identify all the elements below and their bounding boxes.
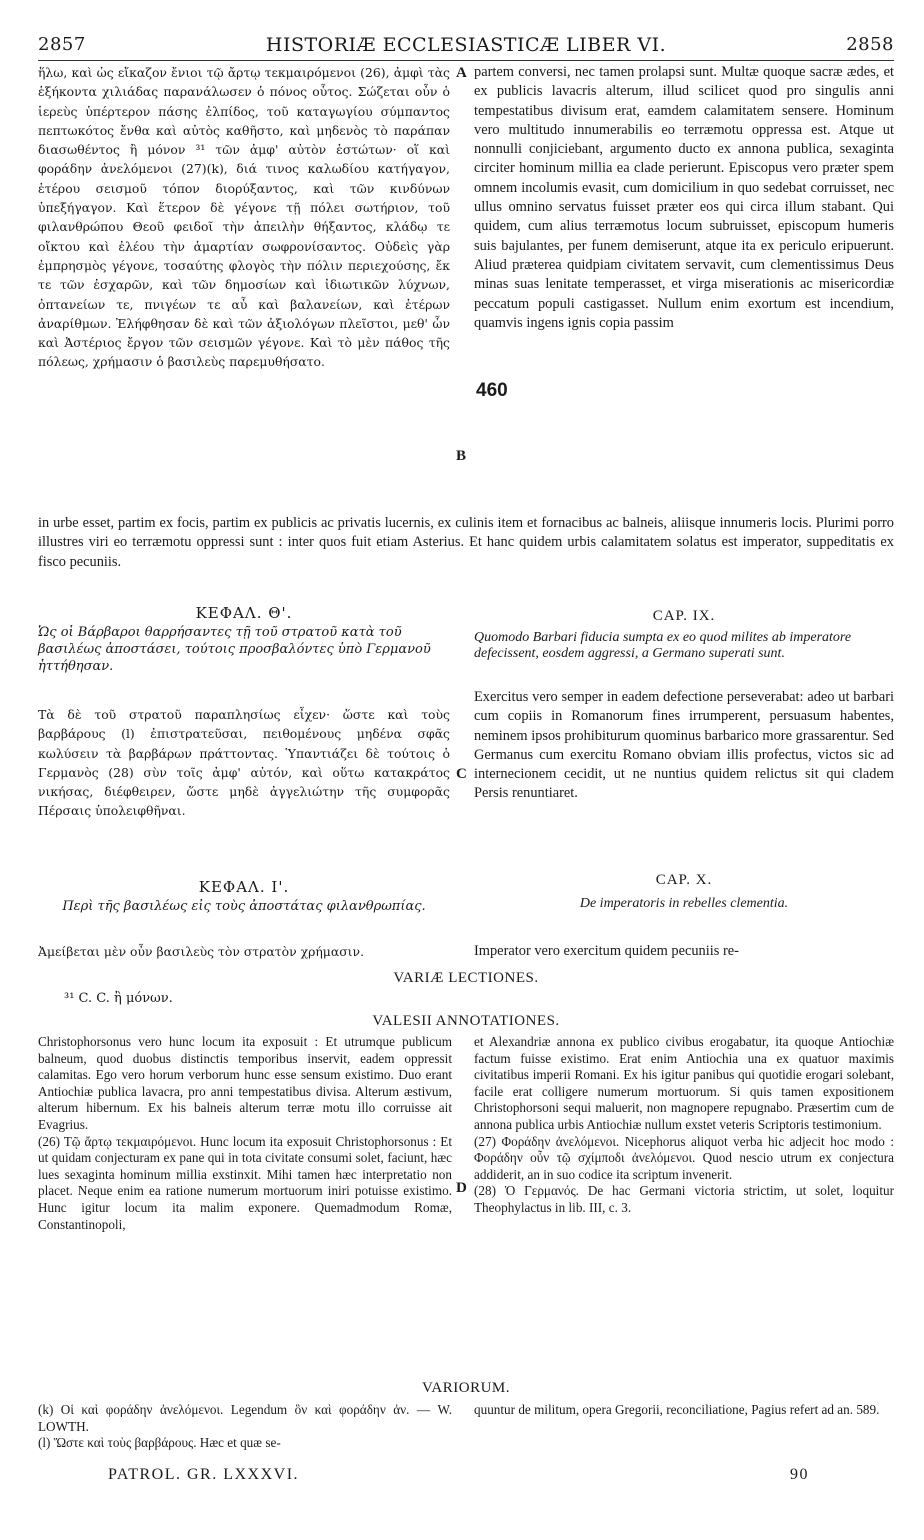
greek-chapter-10-heading: ΚΕΦΑΛ. Ι'. bbox=[198, 878, 290, 896]
margin-marker-b: B bbox=[456, 448, 467, 464]
variae-lectiones-note-block bbox=[64, 990, 444, 1010]
greek-text-top: ἥλω, καὶ ὡς εἴκαζον ἔνιοι τῷ ἄρτῳ τεκμαιρόμενοι (26), ἀμφὶ τὰς ἑξήκοντα χιλιάδας παρανάλωσεν ὁ πόνος οὗτος. Σώζεται οὖν ὁ ἱερεὺς ὑπέρτερον πάσης ἐλπίδος, τοῦ καταγωγίου σύμπαντος πεπτωκότος ἔνθα καὶ αὐτὸς καθῆστο, καὶ μηδενὸς τὸ παράπαν διασωθέντος ἢ μόνον ³¹ τῶν ἀμφ' αὐτὸν ἑστώτων· οἵ καὶ φοράδην ἀνελόμενοι (27)(k), διά τινος καλωδίου κατήγαγον, ἑτέρου σεισμοῦ τόπον διορύξαντος, καὶ τῶν κινδύνων ὑπεξήγαγον. Καὶ ἕτερον δὲ γέγονε τῇ πόλει σωτήριον, τοῦ φιλανθρώπου Θεοῦ φειδοῖ τὴν ἀπειλὴν θήξαντος, κλάδῳ τε οἴκτου καὶ ἐλέου τὴν ἁμαρτίαν σωφρονίσαντος. Οὐδεὶς γὰρ ἐμπρησμὸς γέγονε, τοσαύτης φλογὸς τὴν πόλιν περιεχούσης, ἔκ τε τῶν ἐσχαρῶν, καὶ τῶν δημοσίων καὶ ἰδιωτικῶν λύχνων, ὀπτανείων τε, πνιγέων τε αὖ καὶ βαλανείων, καὶ ἑτέρων ἀναρίθμων. Ἐλήφθησαν δὲ καὶ τῶν ἀξιολόγων πλεῖστοι, μεθ' ὧν καὶ Ἀστέριος ἔργον τῶν σεισμῶν γέγονε. Καὶ τὸ μὲν πάθος τῆς πόλεως, χρήμασιν ὁ βασιλεὺς παρεμυθήσατο. bbox=[38, 65, 450, 370]
latin-chapter-9-text-block bbox=[474, 688, 894, 866]
full-width-paragraph bbox=[38, 514, 894, 594]
greek-chapter-9-text-block bbox=[38, 705, 450, 840]
latin-chapter-10-title: De imperatoris in rebelles clementia. bbox=[579, 896, 789, 911]
latin-chapter-10-text: Imperator vero exercitum quidem pecuniis re- bbox=[474, 943, 739, 959]
valesii-left-note: Christophorsonus vero hunc locum ita exposuit : Et utrumque publicum balneum, quod duobus distinctis temporibus inservit, eadem oppressit calamitas. Ego vero horum verborum hunc esse sensum existimo. Duo erant Antiochiæ publica lavacra, pro anni tempestatibus divisa. Alterum æstivum, alterum hibernum. Ex his balneis alterum terræ motu illo corruisse ait Evagrius. bbox=[38, 1034, 452, 1132]
latin-chapter-9-heading: CAP. IX. bbox=[652, 608, 716, 624]
running-header bbox=[38, 30, 894, 61]
valesii-right-note: (27) Φοράδην ἀνελόμενοι. Nicephorus aliquot verba hic adjecit hoc modo : Φοράδην οὖν τῷ σχίμποδι ἀνελόμενοι. Quod nescio utrum ex conjectura addiderit, an in suo codice ita scriptum invenerit. bbox=[474, 1133, 894, 1182]
margin-marker-d: D bbox=[456, 1180, 467, 1196]
variorum-left-note: (k) Οἱ καὶ φοράδην ἀνελόμενοι. Legendum ὃν καὶ φοράδην ἀν. — W. LOWTH. bbox=[38, 1402, 452, 1434]
greek-chapter-10-text-block bbox=[38, 942, 450, 964]
latin-chapter-9-title: Quomodo Barbari fiducia sumpta ex eo quod milites ab imperatore defecissent, eosdem aggressi, a Germano superati sunt. bbox=[474, 630, 852, 661]
variae-lectiones-note: ³¹ C. C. ἢ μόνων. bbox=[64, 991, 173, 1006]
latin-chapter-9-text: Exercitus vero semper in eadem defectione perseverabat: adeo ut barbari cum copiis in Romanorum fines irrumperent, persuasum habentes, neminem ipsos prohibiturum quominus barbarico more grassarentur. Sed Germanus cum exercitu Romano obviam illis profectus, victos sic ad internecionem cecidit, ut ne nuntius quidem relictus sit qui cladem Persis renuntiaret. bbox=[474, 689, 894, 802]
latin-column-top bbox=[474, 63, 894, 533]
page bbox=[38, 30, 894, 1520]
left-page-number: 2857 bbox=[38, 34, 86, 55]
margin-marker-a: A bbox=[456, 65, 467, 81]
greek-chapter-10-title: Περὶ τῆς βασιλέως εἰς τοὺς ἀποστάτας φιλανθρωπίας. bbox=[62, 899, 426, 914]
valesii-right-column bbox=[474, 1034, 894, 1372]
variorum-left-note: (l) Ὥστε καὶ τοὺς βαρβάρους. Hæc et quæ se- bbox=[38, 1435, 281, 1451]
variorum-right-column bbox=[474, 1402, 894, 1462]
footer-series-label: PATROL. GR. LXXXVI. bbox=[108, 1466, 300, 1483]
valesii-left-column bbox=[38, 1034, 452, 1372]
margin-marker-c: C bbox=[456, 766, 467, 782]
variae-lectiones-heading: VARIÆ LECTIONES. bbox=[393, 970, 539, 986]
variorum-right-note: quuntur de militum, opera Gregorii, reconciliatione, Pagius refert ad an. 589. bbox=[474, 1402, 880, 1417]
column-number: 460 bbox=[476, 380, 508, 401]
latin-text-top: partem conversi, nec tamen prolapsi sunt. Multæ quoque sacræ ædes, et ex publicis lavacris alterum, illud scilicet quod pro singulis anni tempestatibus divisum erat, eamdem calamitatem sensere. Hominum vero multitudo innumerabilis eo terræmotu oppressa est. Atque ut nonnulli conjiciebant, argumento ducto ex annona publica, sexaginta circiter hominum millia ea clade perierunt. Episcopus vero præter spem omnem incolumis evasit, cum domicilium in quo sedebat corruisset, nec ullus omnino servatus fuisset præter eos qui circa illum stabant. Qui quidem, cum alius terræmotus locum subruisset, episcopum humeris suis bajulantes, per funem demiserunt, atque ita ex periculo eripuerunt. Aliud præterea quidpiam civitatem servavit, cum clementissimus Deus minas suas lenitate temperasset, et virga miserationis ac misericordiæ peccatum populi castigasset. Nullum enim exortum est incendium, quamvis ingens ignis copia passim bbox=[474, 64, 894, 331]
running-title: HISTORIÆ ECCLESIASTICÆ LIBER VI. bbox=[265, 34, 667, 56]
right-page-number: 2858 bbox=[846, 34, 894, 55]
valesii-right-note: (28) Ὁ Γερμανός. De hac Germani victoria strictim, ut solet, loquitur Theophylactus in lib. III, c. 3. bbox=[474, 1183, 894, 1215]
footer-signature-number: 90 bbox=[790, 1466, 809, 1483]
greek-chapter-9-title: Ὡς οἱ Βάρβαροι θαρρήσαντες τῇ τοῦ στρατοῦ κατὰ τοῦ βασιλέως ἀποστάσει, τούτοις προσβαλόντες ὑπὸ Γερμανοῦ ἡττήθησαν. bbox=[38, 625, 431, 674]
greek-column-top bbox=[38, 63, 450, 533]
variorum-left-column bbox=[38, 1402, 452, 1462]
full-width-text: in urbe esset, partim ex focis, partim ex publicis ac privatis lucernis, ex culinis item et fornacibus ac balneis, aliisque innumeris locis. Plurimi porro illustres viri eo terræmotu oppressi sunt : inter quos fuit etiam Asterius. Et hanc quidem urbis calamitatem solatus est imperator, suppeditatis ex fisco pecuniis. bbox=[38, 515, 894, 570]
greek-chapter-10-text: Ἀμείβεται μὲν οὖν βασιλεὺς τὸν στρατὸν χρήμασιν. bbox=[38, 944, 365, 959]
latin-chapter-10-text-block bbox=[474, 942, 894, 964]
greek-chapter-9-text: Τὰ δὲ τοῦ στρατοῦ παραπλησίως εἶχεν· ὥστε καὶ τοὺς βαρβάρους (l) ἐπιστρατεῦσαι, πειθομένους μηδένα σφᾶς κωλύσειν τὰ βαρβάρων πράττοντας. Ὑπαντιάζει δὲ τούτοις ὁ Γερμανὸς (28) σὺν τοῖς ἀμφ' αὐτόν, καὶ οὕτω κατακράτος νικήσας, διέφθειρεν, ὥστε μηδὲ ἀγγελιώτην τῆς συμφορᾶς Πέρσαις ὑπολειφθῆναι. bbox=[38, 707, 450, 819]
valesii-annotationes-heading: VALESII ANNOTATIONES. bbox=[372, 1013, 560, 1029]
valesii-left-note: (26) Τῷ ἄρτῳ τεκμαιρόμενοι. Hunc locum ita exposuit Christophorsonus : Et ut quidam conjecturam ex pane qui in tota civitate consumi solet, faciunt, hæc lues sexaginta hominum millia exstinxit. Mihi tamen hæc interpretatio non placet. Neque enim ea ratione numerum mortuorum iniri potuisse existimo. Hunc igitur locum ita malim exponere. Quemadmodum Romæ, Constantinopoli, bbox=[38, 1133, 452, 1232]
valesii-right-note: et Alexandriæ annona ex publico civibus erogabatur, ita quoque Antiochiæ factum fuisse existimo. Erat enim Antiochia una ex quatuor maximis civitatibus imperii Romani. Ex his igitur panibus qui quotidie erogari solebant, facile erat colligere numerum mortuorum. Si quis tamen expositionem Christophorsoni sequi maluerit, non magnopere repugnabo. Præsertim cum de annona publica urbis Antiochiæ nullum exstet veteris Scriptoris testimonium. bbox=[474, 1034, 894, 1132]
greek-chapter-9-heading: ΚΕΦΑΛ. Θ'. bbox=[195, 604, 293, 622]
latin-chapter-10-heading: CAP. X. bbox=[655, 872, 713, 888]
variorum-heading: VARIORUM. bbox=[422, 1380, 510, 1396]
